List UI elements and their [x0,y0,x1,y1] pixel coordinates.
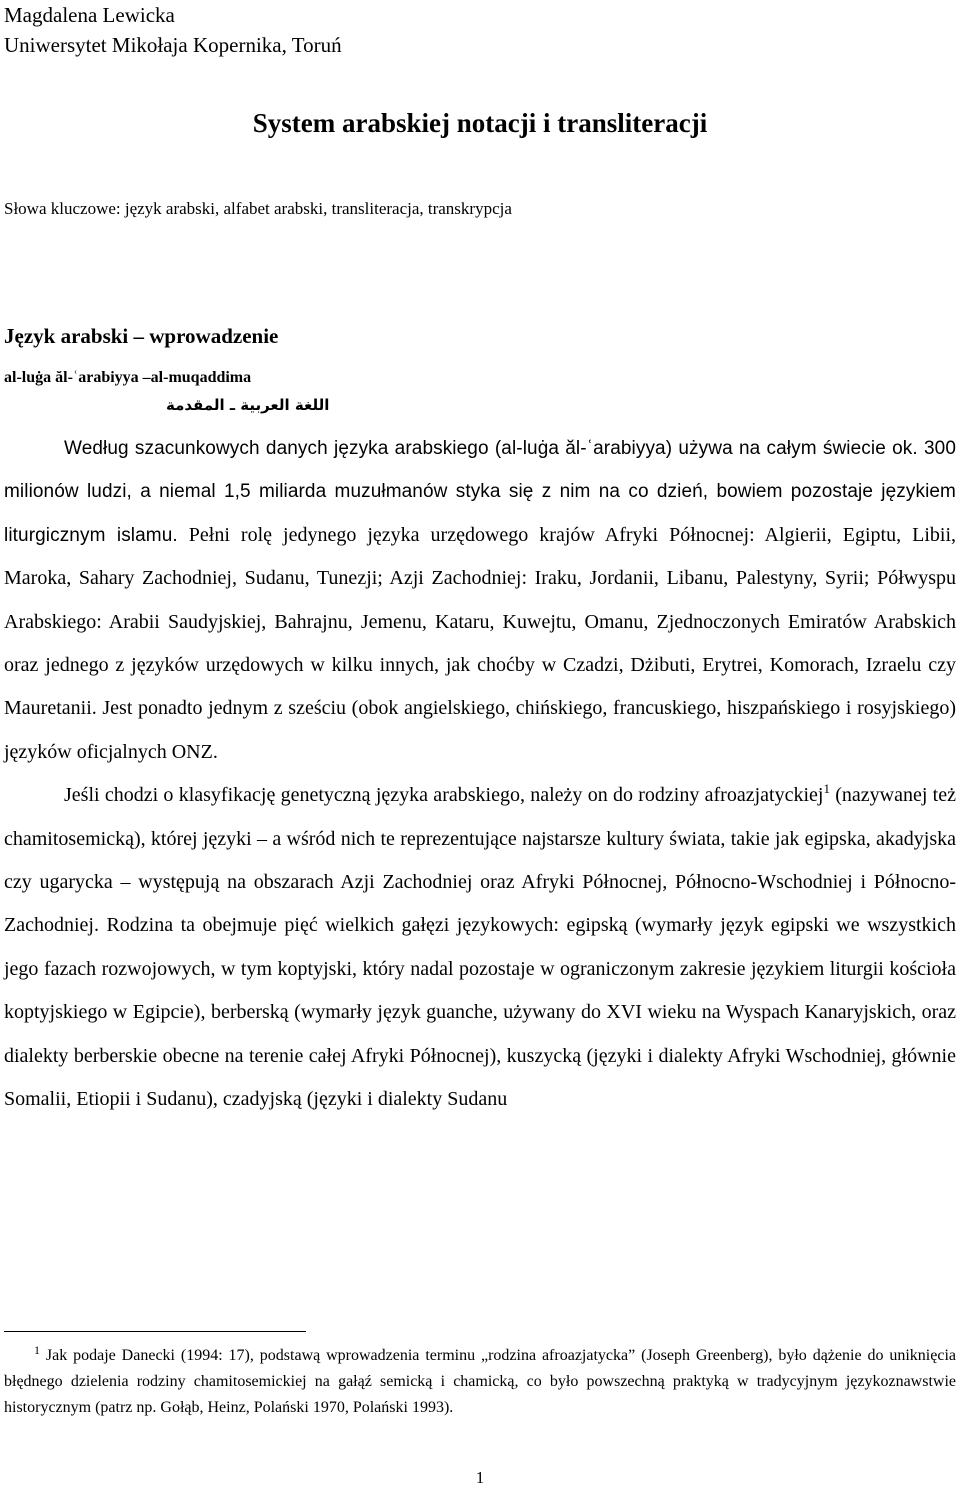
paragraph-2-rest: (nazywanej też chamitosemicką), której języki – a wśród nich te reprezentujące najstarsze kultury świata, takie jak egipska, akadyjska czy ugarycka – występują na obszarach Azji Zachodniej oraz Afryki Północnej, Północno-Wschodniej i Północno-Zachodniej. Rodzina ta obejmuje pięć wielkich gałęzi językowych: egipską (wymarły język egipski we wszystkich jego fazach rozwojowych, w tym koptyjski, który nadal pozostaje w ograniczonym zakresie językiem liturgii kościoła koptyjskiego w Egipcie), berberską (wymarły język guanche, używany do XVI wieku na Wyspach Kanaryjskich, oraz dialekty berberskie obecne na terenie całej Afryki Północnej), kuszycką (języki i dialekty Afryki Wschodniej, głównie Somalii, Etiopii i Sudanu), czadyjską (języki i dialekty Sudanu [4,784,956,1111]
paragraph-1-intro: Według szacunkowych danych języka arabskiego (al-luġa ăl-ʿarabiyya) używa na całym świecie ok. [64,438,924,459]
author-name: Magdalena Lewicka [4,3,175,27]
footnote-text: Jak podaje Danecki (1994: 17), podstawą wprowadzenia terminu „rodzina afroazjatycka” (Joseph Greenberg), było dążenie do uniknięcia błędnego dzielenia rodziny chamitosemickiej na gałąź semicką i chamicką, co było powszechną praktyką w tradycyjnym językoznawstwie historycznym (patrz np. Gołąb, Heinz, Polański 1970, Polański 1993). [4,1347,956,1416]
paragraph-2-start: Jeśli chodzi o klasyfikację genetyczną języka arabskiego, należy on do rodziny afroazjatyckiej [64,784,824,807]
section-transliteration: al-luġa ăl-ʿarabiyya –al-muqaddima [4,369,252,386]
paragraph-1 [4,427,956,774]
body-text [4,427,956,1122]
document-title [0,108,960,139]
footnote [4,1343,956,1421]
footnote-number: 1 [34,1343,40,1357]
keywords-line: Słowa kluczowe: język arabski, alfabet arabski, transliteracja, transkrypcja [4,199,512,218]
author-affiliation: Uniwersytet Mikołaja Kopernika, Toruń [4,33,342,57]
section-heading: Język arabski – wprowadzenie [4,324,279,348]
page-number: 1 [475,1468,485,1487]
paragraph-1-stats: 300 milionów ludzi, a niemal 1,5 miliarda muzułmanów styka się z nim na co dzień, bowiem pozostaje językiem liturgicznym islamu. [4,438,956,546]
section-arabic-title: اللغة العربية ـ المقدمة [166,396,330,414]
document-title-text: System arabskiej notacji i transliteracji [252,108,708,138]
paragraph-2 [4,774,956,1121]
footnote-ref[interactable]: 1 [823,781,830,797]
author-block [4,0,342,60]
paragraph-1-rest: Pełni rolę jedynego języka urzędowego krajów Afryki Północnej: Algierii, Egiptu, Libii, Maroka, Sahary Zachodniej, Sudanu, Tunezji; Azji Zachodniej: Iraku, Jordanii, Libanu, Palestyny, Syrii; Półwyspu Arabskiego: Arabii Saudyjskiej, Bahrajnu, Jemenu, Kataru, Kuwejtu, Omanu, Zjednoczonych Emiratów Arabskich oraz jednego z języków urzędowych w kilku innych, jak choćby w Czadzi, Dżibuti, Erytrei, Komorach, Izraelu czy Mauretanii. Jest ponadto jednym z sześciu (obok angielskiego, chińskiego, francuskiego, hiszpańskiego i rosyjskiego) języków oficjalnych ONZ. [4,523,956,763]
footnote-divider [4,1331,306,1332]
